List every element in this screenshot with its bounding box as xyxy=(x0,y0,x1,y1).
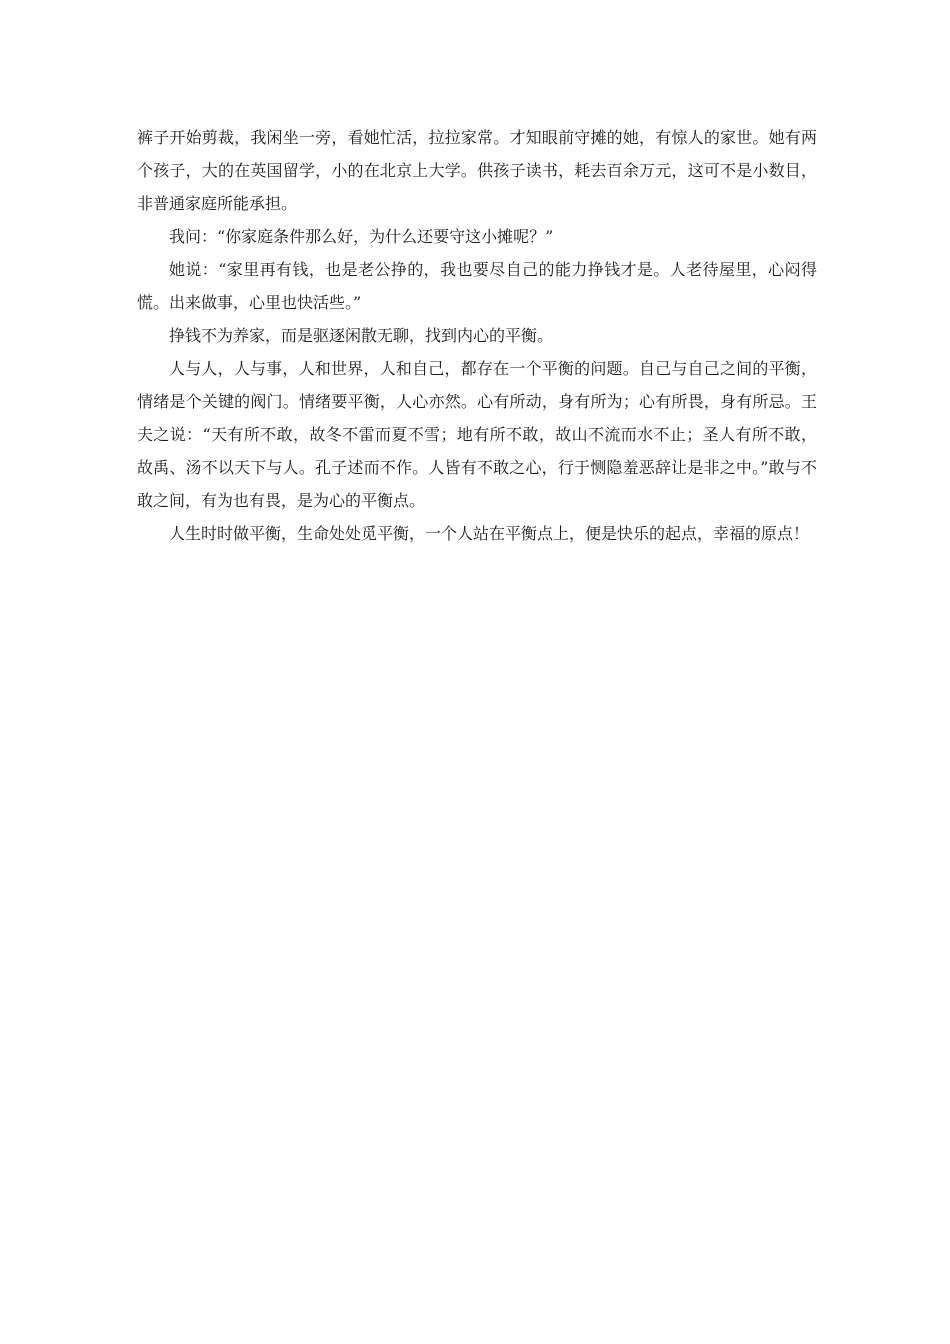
paragraph-2: 我问：“你家庭条件那么好，为什么还要守这小摊呢？” xyxy=(169,227,554,246)
document-body xyxy=(137,121,817,550)
paragraph-3: 她说：“家里再有钱，也是老公挣的，我也要尽自己的能力挣钱才是。人老待屋里，心闷得慌。出来做事，心里也快活些。” xyxy=(137,260,817,312)
paragraph-6: 人生时时做平衡，生命处处觅平衡，一个人站在平衡点上，便是快乐的起点，幸福的原点！ xyxy=(169,524,810,543)
paragraph-1: 裤子开始剪裁，我闲坐一旁，看她忙活，拉拉家常。才知眼前守摊的她，有惊人的家世。她有两个孩子，大的在英国留学，小的在北京上大学。供孩子读书，耗去百余万元，这可不是小数目，非普通家庭所能承担。 xyxy=(137,128,817,213)
paragraph-4: 挣钱不为养家，而是驱逐闲散无聊，找到内心的平衡。 xyxy=(169,326,554,345)
paragraph-5: 人与人，人与事，人和世界，人和自己，都存在一个平衡的问题。自己与自己之间的平衡，情绪是个关键的阀门。情绪要平衡，人心亦然。心有所动，身有所为；心有所畏，身有所忌。王夫之说：“天有所不敢，故冬不雷而夏不雪；地有所不敢，故山不流而水不止；圣人有所不敢，故禹、汤不以天下与人。孔子述而不作。人皆有不敢之心，行于恻隐羞恶辞让是非之中。”敢与不敢之间，有为也有畏，是为心的平衡点。 xyxy=(137,359,817,510)
